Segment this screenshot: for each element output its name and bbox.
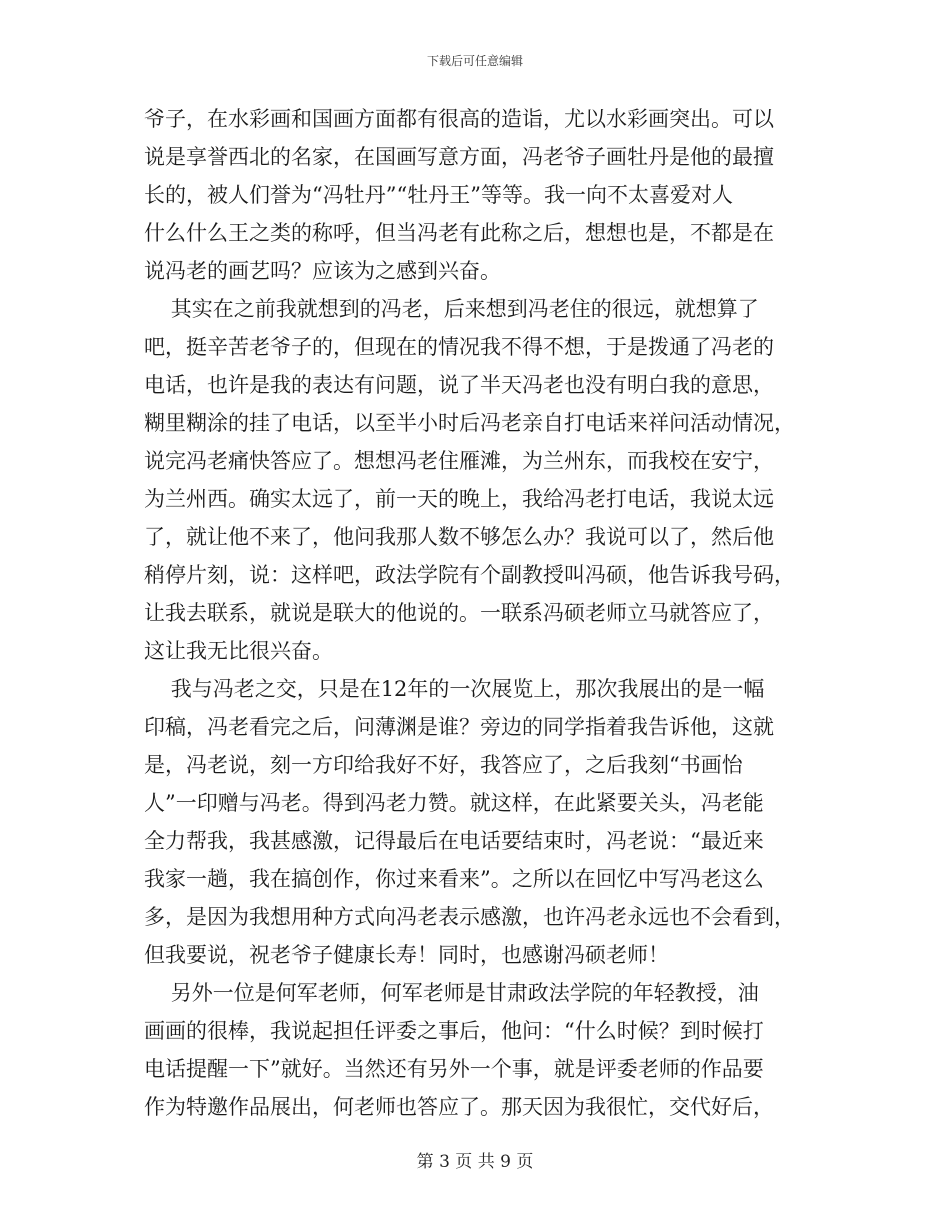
text-line: 长的，被人们誉为“冯牡丹”“牡丹王”等等。我一向不太喜爱对人 <box>144 183 733 207</box>
text-line: 吧，挺辛苦老爷子的，但现在的情况我不得不想，于是拨通了冯老的 <box>144 335 774 359</box>
text-line: 糊里糊涂的挂了电话，以至半小时后冯老亲自打电话来祥问活动情况， <box>144 411 795 435</box>
text-line: 是，冯老说，刻一方印给我好不好，我答应了，之后我刻“书画怡 <box>144 753 743 777</box>
text-line: 但我要说，祝老爷子健康长寿！同时，也感谢冯硕老师！ <box>144 943 669 967</box>
text-line: 电话提醒一下”就好。当然还有另外一个事，就是评委老师的作品要 <box>144 1057 764 1081</box>
page-header: 下载后可任意编辑 <box>426 54 523 68</box>
text-line: 人”一印赠与冯老。得到冯老力赞。就这样，在此紧要关头，冯老能 <box>144 791 764 815</box>
text-line: 电话，也许是我的表达有问题，说了半天冯老也没有明白我的意思， <box>144 373 774 397</box>
text-line: 了，就让他不来了，他问我那人数不够怎么办？我说可以了，然后他 <box>144 525 774 549</box>
text-line: 多，是因为我想用种方式向冯老表示感激，也许冯老永远也不会看到， <box>144 905 795 929</box>
text-line: 其实在之前我就想到的冯老，后来想到冯老住的很远，就想算了 <box>144 297 759 321</box>
text-line: 这让我无比很兴奋。 <box>144 639 333 663</box>
text-line: 什么什么王之类的称呼，但当冯老有此称之后，想想也是，不都是在 <box>144 221 774 245</box>
text-line: 印稿，冯老看完之后，问薄渊是谁？旁边的同学指着我告诉他，这就 <box>144 715 774 739</box>
text-line: 全力帮我，我甚感激，记得最后在电话要结束时，冯老说：“最近来 <box>144 829 764 853</box>
text-line: 我家一趟，我在搞创作，你过来看来”。之所以在回忆中写冯老这么 <box>144 867 764 891</box>
text-line: 稍停片刻，说：这样吧，政法学院有个副教授叫冯硕，他告诉我号码， <box>144 563 795 587</box>
text-line: 说冯老的画艺吗？应该为之感到兴奋。 <box>144 259 501 283</box>
text-line: 说是享誉西北的名家，在国画写意方面，冯老爷子画牡丹是他的最擅 <box>144 145 774 169</box>
text-line: 说完冯老痛快答应了。想想冯老住雁滩，为兰州东，而我校在安宁， <box>144 449 774 473</box>
text-line: 画画的很棒，我说起担任评委之事后，他问：“什么时候？到时候打 <box>144 1019 764 1043</box>
text-line: 为兰州西。确实太远了，前一天的晚上，我给冯老打电话，我说太远 <box>144 487 774 511</box>
text-line: 作为特邀作品展出，何老师也答应了。那天因为我很忙，交代好后， <box>144 1095 774 1119</box>
text-line: 另外一位是何军老师，何军老师是甘肃政法学院的年轻教授，油 <box>144 981 759 1005</box>
text-line: 爷子，在水彩画和国画方面都有很高的造诣，尤以水彩画突出。可以 <box>144 107 774 131</box>
page-number: 第 3 页 共 9 页 <box>416 1152 534 1172</box>
text-line: 让我去联系，就说是联大的他说的。一联系冯硕老师立马就答应了， <box>144 601 774 625</box>
text-line: 我与冯老之交，只是在12年的一次展览上，那次我展出的是一幅 <box>144 677 765 701</box>
